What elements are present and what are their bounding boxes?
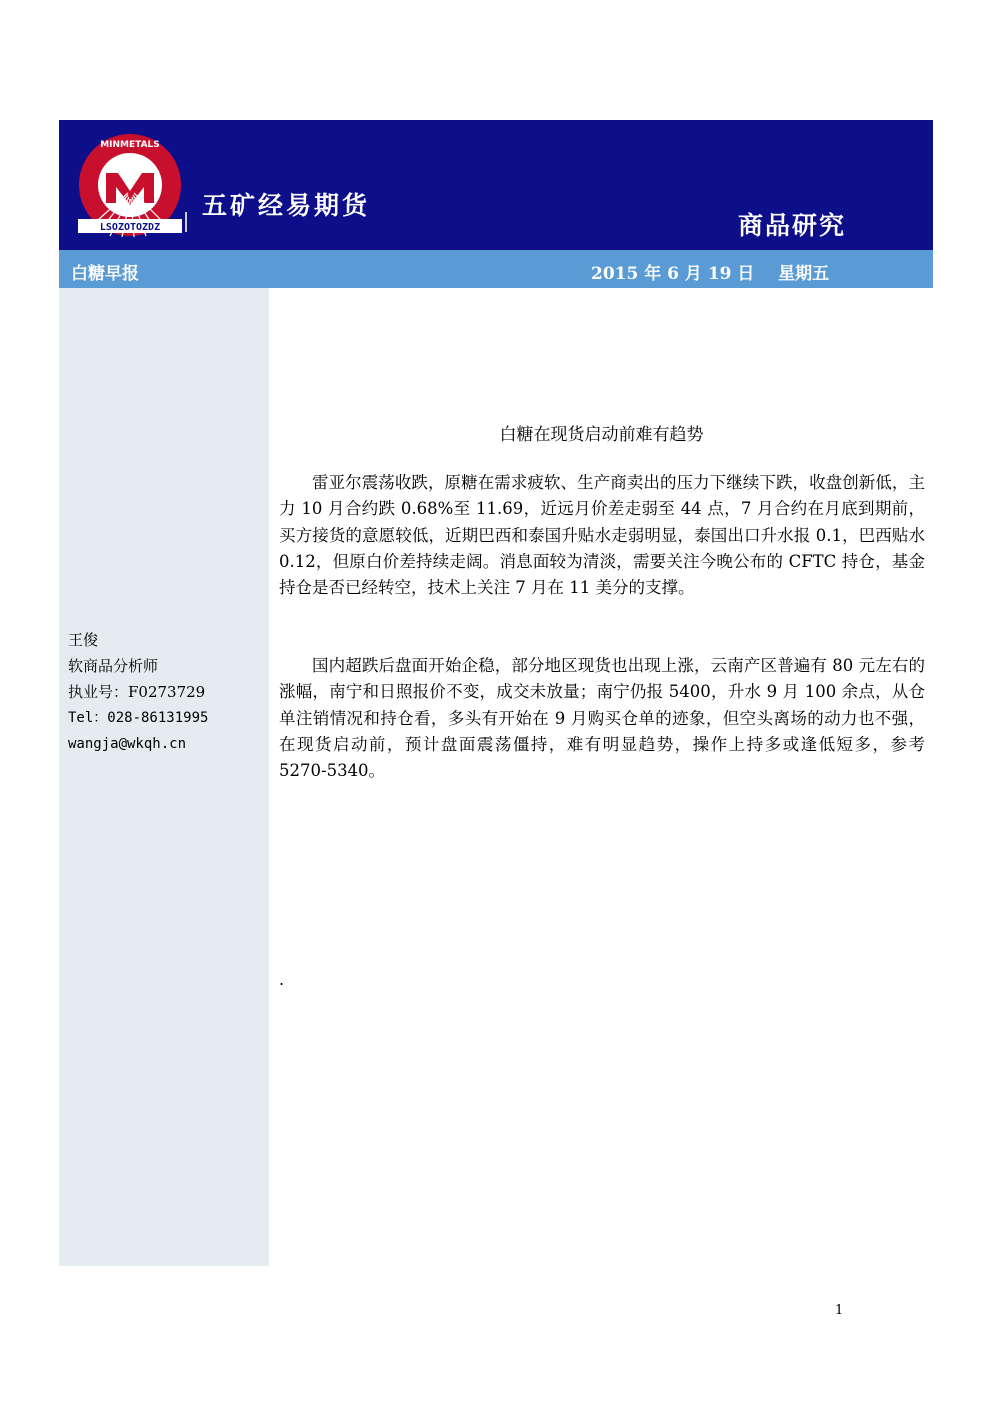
article-paragraph-2: 国内超跌后盘面开始企稳，部分地区现货也出现上涨，云南产区普遍有 80 元左右的涨幅，南宁和日照报价不变，成交未放量；南宁仍报 5400，升水 9 月 100 余点，从仓单注销情况和持仓看，多头有开始在 9 月购买仓单的迹象，但空头离场的动力也不强，在现货启动前，预计盘面震荡僵持，难有明显趋势，操作上持多或逢低短多，参考 5270-5340。 [279,656,925,781]
report-bar [59,250,933,288]
report-name: 白糖早报 [71,264,139,284]
analyst-info [68,627,208,757]
logo-separator [185,212,187,232]
analyst-title: 软商品分析师 [68,657,159,675]
analyst-name: 王俊 [68,631,99,649]
analyst-email[interactable]: wangja@wkqh.cn [68,736,187,752]
analyst-license: 执业号：F0273729 [68,683,206,701]
svg-text:MINMETALS: MINMETALS [100,140,160,150]
company-name: 五矿经易期货 [202,191,371,220]
article-paragraph-1: 雷亚尔震荡收跌，原糖在需求疲软、生产商卖出的压力下继续下跌，收盘创新低，主力 10 月合约跌 0.68%至 11.69，近远月价差走弱至 44 点，7 月合约在月底到期前，买方接货的意愿较低，近期巴西和泰国升贴水走弱明显，泰国出口升水报 0.1，巴西贴水 0.12，但原白价差持续走阔。消息面较为清淡，需要关注今晚公布的 CFTC 持仓，基金持仓是否已经转空，技术上关注 7 月在 11 美分的支撑。 [279,473,925,598]
analyst-sidebar [59,288,269,1266]
page-number: 1 [835,1303,844,1318]
svg-text:LSOZOTOZDZ: LSOZOTOZDZ [99,222,161,233]
trailing-mark: . [279,970,285,989]
article-title: 白糖在现货启动前难有趋势 [499,425,704,445]
analyst-tel: Tel：028-86131995 [68,710,209,726]
header-banner [59,120,933,250]
section-title: 商品研究 [738,211,847,240]
minmetals-logo-icon [78,133,182,237]
report-date: 2015 年 6 月 19 日 星期五 [591,264,830,284]
